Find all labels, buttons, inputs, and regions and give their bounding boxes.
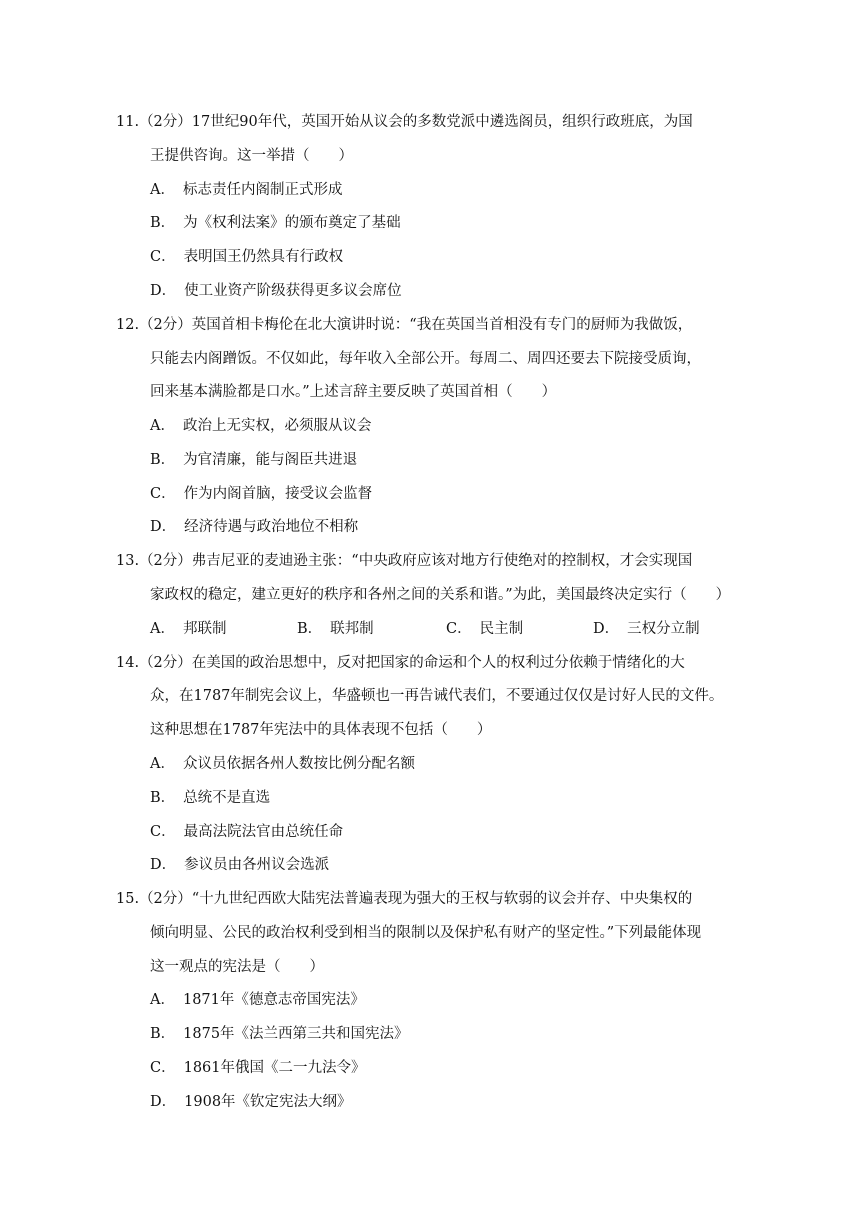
question-number: 13. — [116, 553, 140, 569]
option-a[interactable] — [150, 180, 342, 200]
option-c[interactable] — [150, 822, 343, 842]
question-stem-text: 英国首相卡梅伦在北大演讲时说：“我在英国当首相没有专门的厨师为我做饭， — [191, 317, 693, 333]
option-text: 最高法院法官由总统任命 — [183, 824, 344, 840]
option-a[interactable] — [150, 619, 226, 639]
option-text: 邦联制 — [182, 621, 227, 637]
question-stem-line — [116, 551, 692, 571]
option-text: 标志责任内阁制正式形成 — [182, 182, 343, 198]
question-stem-line: 这种思想在1787年宪法中的具体表现不包括（ ） — [150, 722, 492, 738]
option-d[interactable] — [150, 281, 402, 301]
option-text: 表明国王仍然具有行政权 — [183, 249, 344, 265]
option-c[interactable] — [150, 247, 343, 267]
option-label: D． — [150, 283, 177, 299]
question-score: （2分） — [139, 655, 192, 671]
question-stem-text: 弗吉尼亚的麦迪逊主张：“中央政府应该对地方行使绝对的控制权，才会实现国 — [191, 553, 693, 569]
question-number: 12. — [116, 317, 140, 333]
question-stem-line — [116, 315, 692, 335]
option-b[interactable] — [150, 213, 401, 233]
option-b[interactable] — [150, 450, 357, 470]
option-label: A． — [150, 182, 175, 198]
question-stem-line: 家政权的稳定，建立更好的秩序和各州之间的关系和谐。”为此，美国最终决定实行（ ） — [150, 587, 731, 603]
question-score: （2分） — [139, 317, 192, 333]
question-stem-line — [116, 653, 685, 673]
question-number: 15. — [116, 891, 140, 907]
question-stem-line: 回来基本满脸都是口水。”上述言辞主要反映了英国首相（ ） — [150, 384, 557, 400]
question-stem-line — [116, 112, 693, 132]
option-d[interactable] — [593, 619, 700, 639]
option-text: 使工业资产阶级获得更多议会席位 — [184, 283, 402, 299]
option-c[interactable] — [150, 1058, 366, 1078]
question-score: （2分） — [139, 891, 192, 907]
question-number: 11. — [116, 114, 140, 130]
option-a[interactable] — [150, 990, 365, 1010]
options-row — [150, 619, 750, 639]
option-text: 经济待遇与政治地位不相称 — [184, 519, 359, 535]
option-b[interactable] — [150, 1024, 409, 1044]
option-label: C． — [446, 621, 472, 637]
option-b[interactable] — [150, 788, 270, 808]
option-text: 政治上无实权，必须服从议会 — [182, 418, 372, 434]
option-c[interactable] — [150, 484, 372, 504]
option-text: 参议员由各州议会选派 — [184, 857, 330, 873]
option-label: D． — [150, 519, 177, 535]
question-score: （2分） — [139, 114, 192, 130]
option-label: B． — [150, 790, 176, 806]
option-label: D． — [150, 1094, 177, 1110]
option-label: B． — [150, 452, 176, 468]
question-stem-line: 只能去内阁蹭饭。不仅如此，每年收入全部公开。每周二、周四还要去下院接受质询， — [150, 351, 701, 367]
option-text: 为《权利法案》的颁布奠定了基础 — [183, 215, 401, 231]
option-text: 作为内阁首脑，接受议会监督 — [183, 486, 373, 502]
option-text: 总统不是直选 — [183, 790, 271, 806]
question-stem-line: 王提供咨询。这一举措（ ） — [150, 148, 353, 164]
option-label: C． — [150, 486, 176, 502]
option-label: D． — [150, 857, 177, 873]
option-text: 1875年《法兰西第三共和国宪法》 — [183, 1026, 409, 1042]
option-a[interactable] — [150, 754, 415, 774]
option-b[interactable] — [297, 619, 374, 639]
question-stem-line: 这一观点的宪法是（ ） — [150, 959, 324, 975]
option-label: B． — [297, 621, 323, 637]
option-label: A． — [150, 756, 175, 772]
option-label: A． — [150, 418, 175, 434]
option-label: A． — [150, 992, 175, 1008]
question-stem-text: “十九世纪西欧大陆宪法普遍表现为强大的王权与软弱的议会并存、中央集权的 — [191, 891, 693, 907]
option-text: 众议员依据各州人数按比例分配名额 — [182, 756, 415, 772]
option-a[interactable] — [150, 416, 371, 436]
option-label: B． — [150, 1026, 176, 1042]
question-number: 14. — [116, 655, 140, 671]
option-d[interactable] — [150, 1092, 352, 1112]
option-label: B． — [150, 215, 176, 231]
option-label: D． — [593, 621, 620, 637]
question-stem-text: 17世纪90年代，英国开始从议会的多数党派中遴选阁员，组织行政班底，为国 — [191, 114, 693, 130]
option-c[interactable] — [446, 619, 523, 639]
option-text: 为官清廉，能与阁臣共进退 — [183, 452, 358, 468]
question-score: （2分） — [139, 553, 192, 569]
option-text: 民主制 — [479, 621, 524, 637]
question-stem-line — [116, 889, 692, 909]
option-text: 联邦制 — [330, 621, 374, 637]
option-text: 三权分立制 — [627, 621, 700, 637]
option-text: 1871年《德意志帝国宪法》 — [182, 992, 365, 1008]
option-label: A． — [150, 621, 175, 637]
option-label: C． — [150, 249, 176, 265]
question-stem-line: 众，在1787年制宪会议上，华盛顿也一再告诫代表们，不要通过仅仅是讨好人民的文件。 — [150, 688, 724, 704]
option-text: 1861年俄国《二一九法令》 — [183, 1060, 366, 1076]
question-stem-line: 倾向明显、公民的政治权利受到相当的限制以及保护私有财产的坚定性。”下列最能体现 — [150, 925, 702, 941]
option-label: C． — [150, 824, 176, 840]
question-stem-text: 在美国的政治思想中，反对把国家的命运和个人的权利过分依赖于情绪化的大 — [191, 655, 685, 671]
option-d[interactable] — [150, 855, 329, 875]
option-label: C． — [150, 1060, 176, 1076]
option-d[interactable] — [150, 517, 358, 537]
option-text: 1908年《钦定宪法大纲》 — [184, 1094, 352, 1110]
